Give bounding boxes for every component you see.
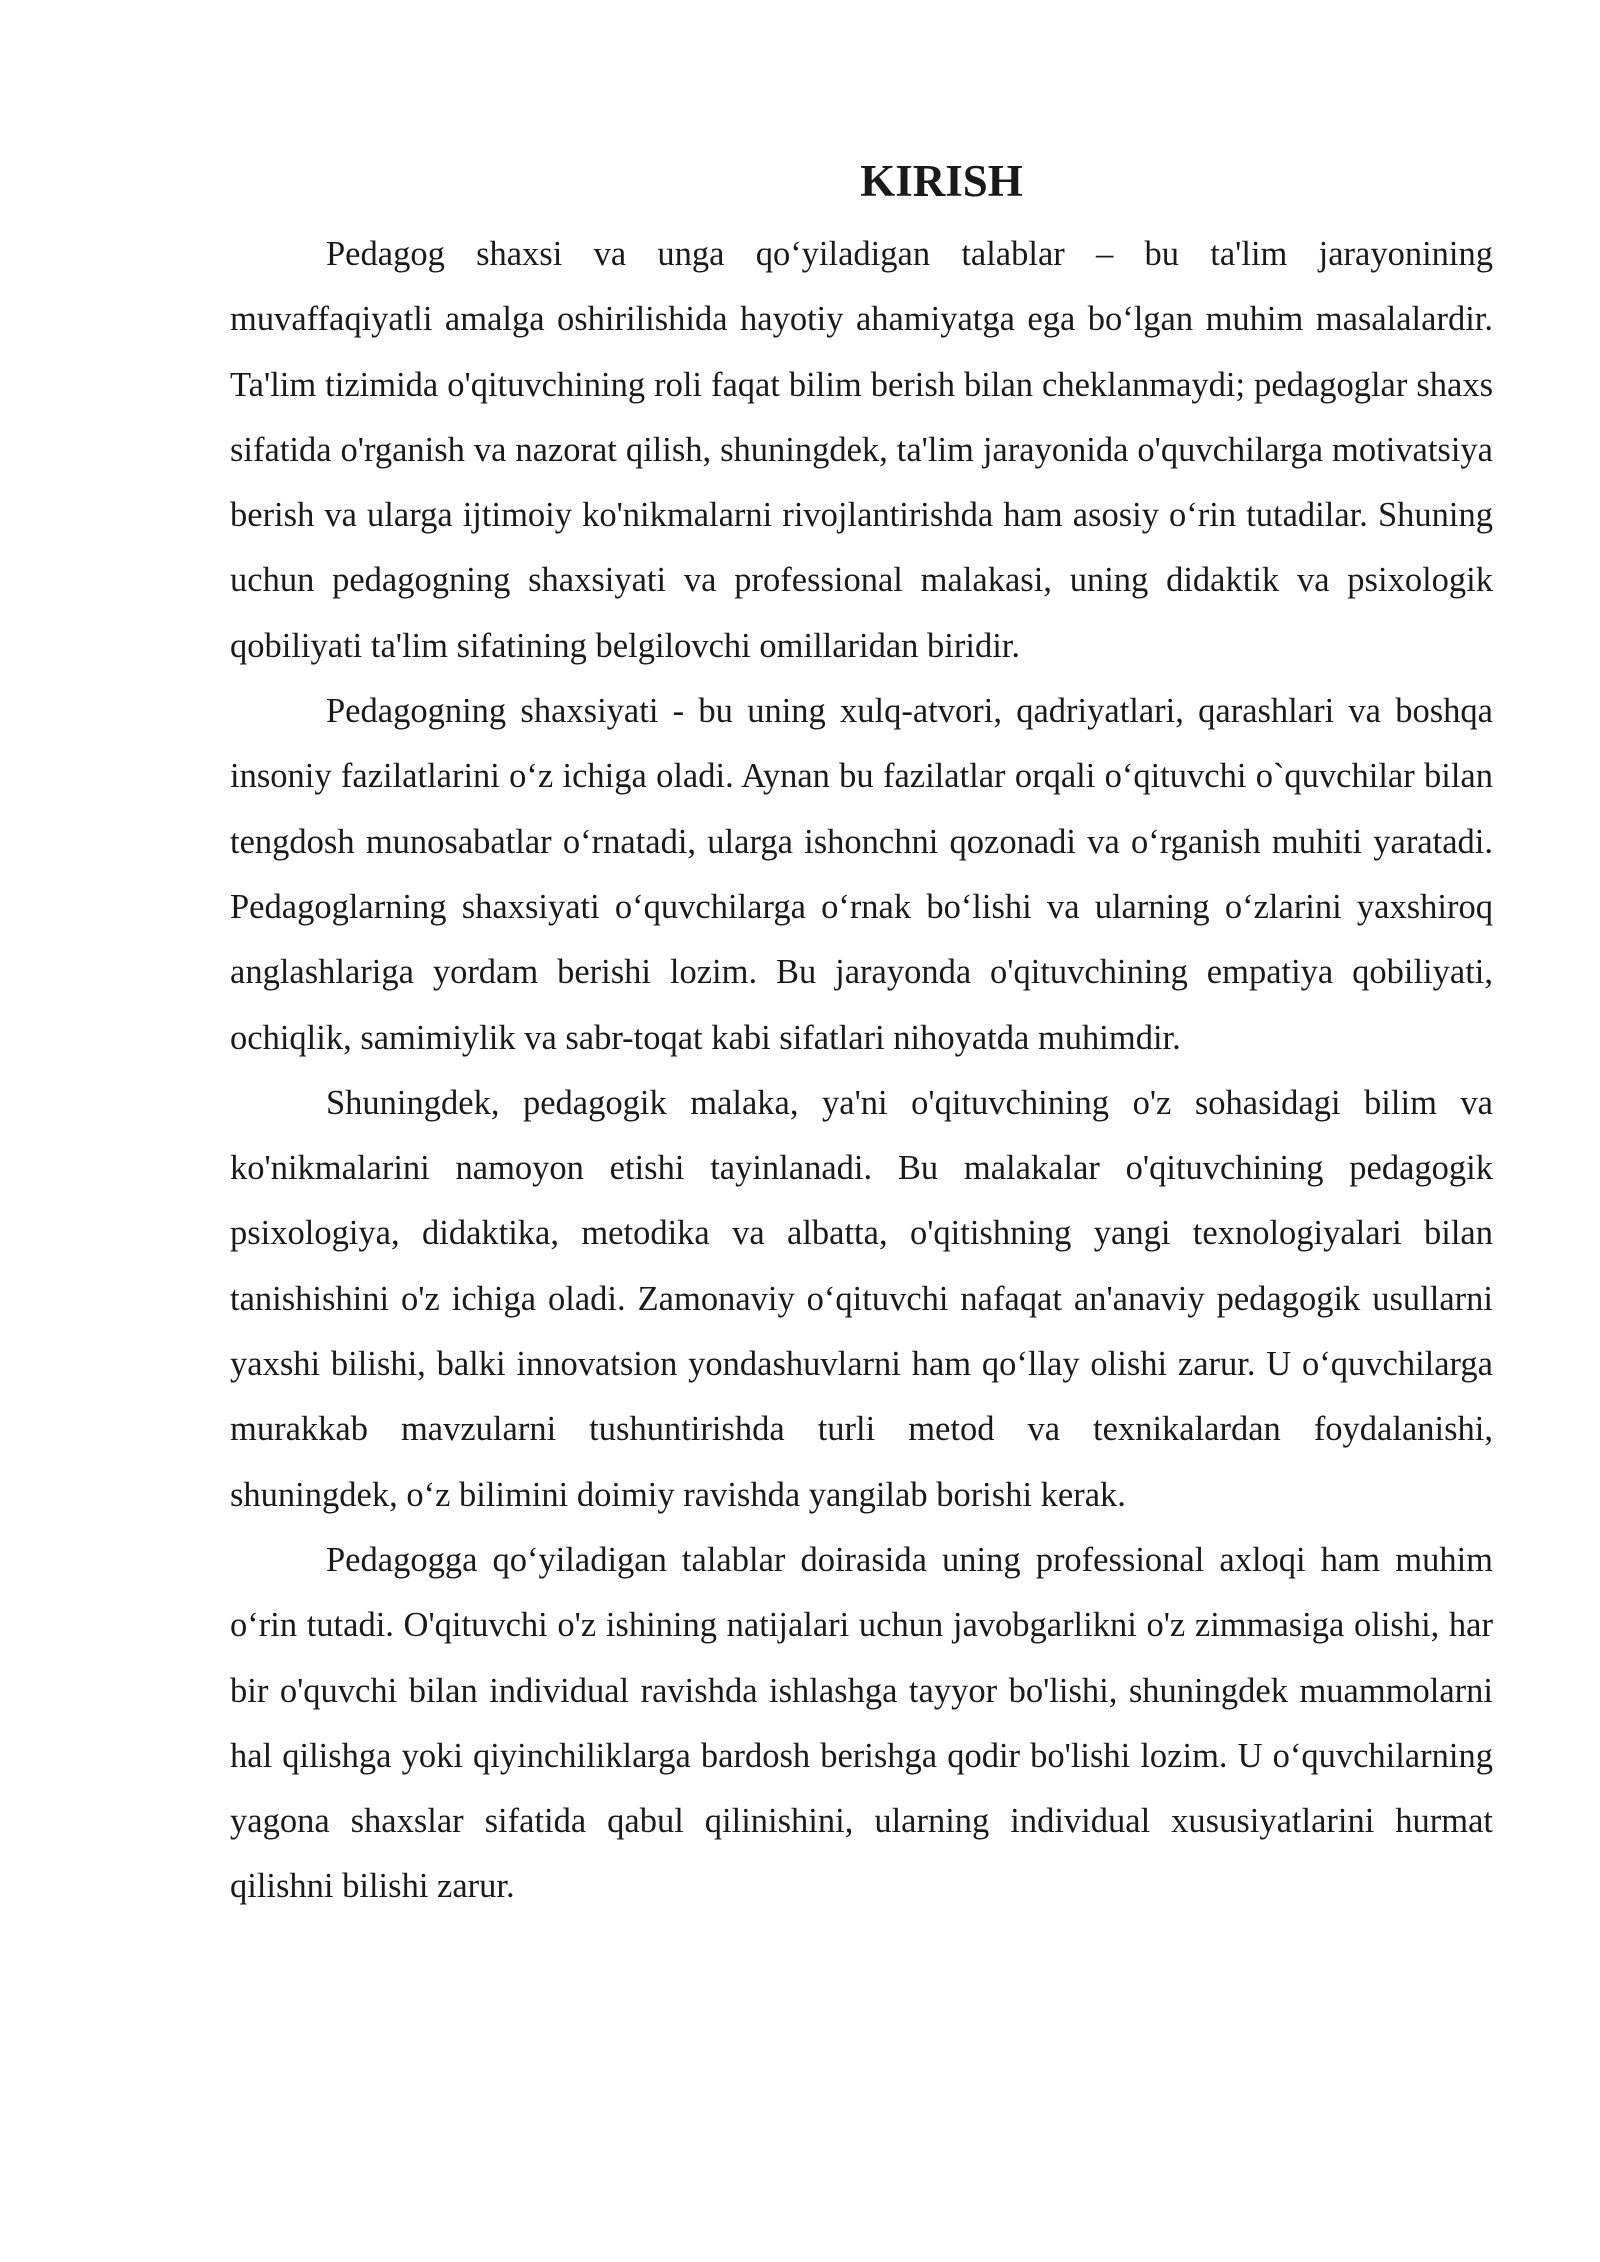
paragraph-4: Pedagogga qo‘yiladigan talablar doirasida uning professional axloqi ham muhim o‘rin tutadi. O'qituvchi o'z ishining natijalari uchun javobgarlikni o'z zimmasiga olishi, har bir o'quvchi bilan individual ravishda ishlashga tayyor bo'lishi, shuningdek muammolarni hal qilishga yoki qiyinchiliklarga bardosh berishga qodir bo'lishi lozim. U o‘quvchilarning yagona shaxslar sifatida qabul qilinishini, ularning individual xususiyatlarini hurmat qilishni bilishi zarur. bbox=[230, 1540, 1493, 1906]
paragraph-1: Pedagog shaxsi va unga qo‘yiladigan talablar – bu ta'lim jarayonining muvaffaqiyatli amalga oshirilishida hayotiy ahamiyatga ega bo‘lgan muhim masalalardir. Ta'lim tizimida o'qituvchining roli faqat bilim berish bilan cheklanmaydi; pedagoglar shaxs sifatida o'rganish va nazorat qilish, shuningdek, ta'lim jarayonida o'quvchilarga motivatsiya berish va ularga ijtimoiy ko'nikmalarni rivojlantirishda ham asosiy o‘rin tutadilar. Shuning uchun pedagogning shaxsiyati va professional malakasi, uning didaktik va psixologik qobiliyati ta'lim sifatining belgilovchi omillaridan biridir. bbox=[230, 235, 1493, 665]
document-body bbox=[230, 140, 1493, 1920]
document-title: KIRISH bbox=[860, 156, 1023, 206]
paragraph-2: Pedagogning shaxsiyati - bu uning xulq-atvori, qadriyatlari, qarashlari va boshqa insoniy fazilatlarini o‘z ichiga oladi. Aynan bu fazilatlar orqali o‘qituvchi o`quvchilar bilan tengdosh munosabatlar o‘rnatadi, ularga ishonchni qozonadi va o‘rganish muhiti yaratadi. Pedagoglarning shaxsiyati o‘quvchilarga o‘rnak bo‘lishi va ularning o‘zlarini yaxshiroq anglashlariga yordam berishi lozim. Bu jarayonda o'qituvchining empatiya qobiliyati, ochiqlik, samimiylik va sabr-toqat kabi sifatlari nihoyatda muhimdir. bbox=[230, 692, 1493, 1057]
paragraph-3: Shuningdek, pedagogik malaka, ya'ni o'qituvchining o'z sohasidagi bilim va ko'nikmalarini namoyon etishi tayinlanadi. Bu malakalar o'qituvchining pedagogik psixologiya, didaktika, metodika va albatta, o'qitishning yangi texnologiyalari bilan tanishishini o'z ichiga oladi. Zamonaviy o‘qituvchi nafaqat an'anaviy pedagogik usullarni yaxshi bilishi, balki innovatsion yondashuvlarni ham qo‘llay olishi zarur. U o‘quvchilarga murakkab mavzularni tushuntirishda turli metod va texnikalardan foydalanishi, shuningdek, o‘z bilimini doimiy ravishda yangilab borishi kerak. bbox=[230, 1083, 1493, 1514]
